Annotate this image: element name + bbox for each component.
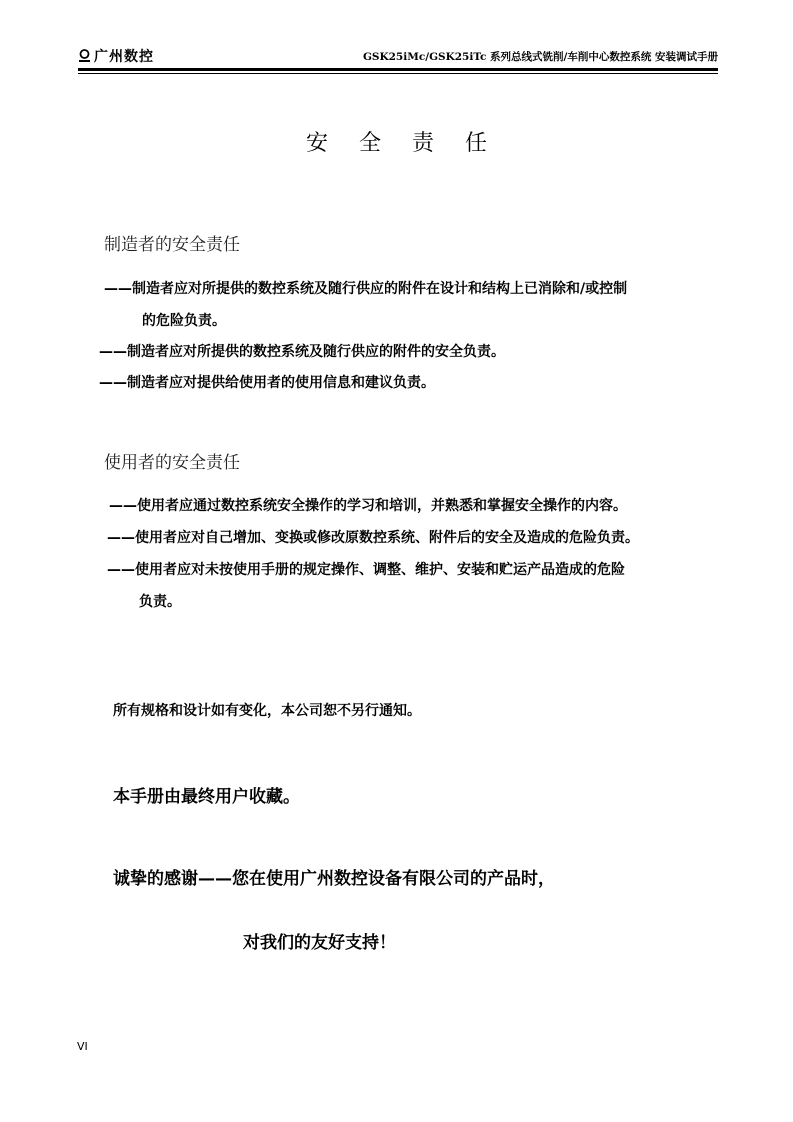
user-section-heading: 使用者的安全责任 xyxy=(104,453,240,473)
manual-title: GSK25iMc/GSK25iTc 系列总线式铣削/车削中心数控系统 安装调试手册 xyxy=(362,51,718,63)
user-item-3: ——使用者应对未按使用手册的规定操作、调整、维护、安装和贮运产品造成的危险 xyxy=(107,562,625,578)
page-number: VI xyxy=(77,1040,88,1053)
thanks-line-2: 对我们的友好支持！ xyxy=(243,933,396,953)
manufacturer-section-heading: 制造者的安全责任 xyxy=(104,235,240,255)
page-title: 安 全 责 任 xyxy=(306,131,499,156)
keep-manual-note: 本手册由最终用户收藏。 xyxy=(113,787,300,807)
manufacturer-item-1-cont: 的危险负责。 xyxy=(142,313,226,329)
manufacturer-item-3: ——制造者应对提供给使用者的使用信息和建议负责。 xyxy=(99,375,435,391)
user-item-1: ——使用者应通过数控系统安全操作的学习和培训，并熟悉和掌握安全操作的内容。 xyxy=(109,498,627,514)
change-notice: 所有规格和设计如有变化，本公司恕不另行通知。 xyxy=(113,703,421,719)
company-logo xyxy=(78,46,154,66)
header-rule-thin xyxy=(78,73,718,74)
manufacturer-item-1: ——制造者应对所提供的数控系统及随行供应的附件在设计和结构上已消除和/或控制 xyxy=(104,281,628,297)
gsk-logo-icon xyxy=(78,49,91,63)
page-header xyxy=(78,44,718,66)
thanks-line-1: 诚挚的感谢——您在使用广州数控设备有限公司的产品时， xyxy=(113,869,555,889)
manufacturer-item-2: ——制造者应对所提供的数控系统及随行供应的附件的安全负责。 xyxy=(99,344,505,360)
user-item-3-cont: 负责。 xyxy=(139,594,181,610)
logo-text: 广州数控 xyxy=(94,49,154,65)
user-item-2: ——使用者应对自己增加、变换或修改原数控系统、附件后的安全及造成的危险负责。 xyxy=(107,530,639,546)
header-rule-thick xyxy=(78,68,718,71)
